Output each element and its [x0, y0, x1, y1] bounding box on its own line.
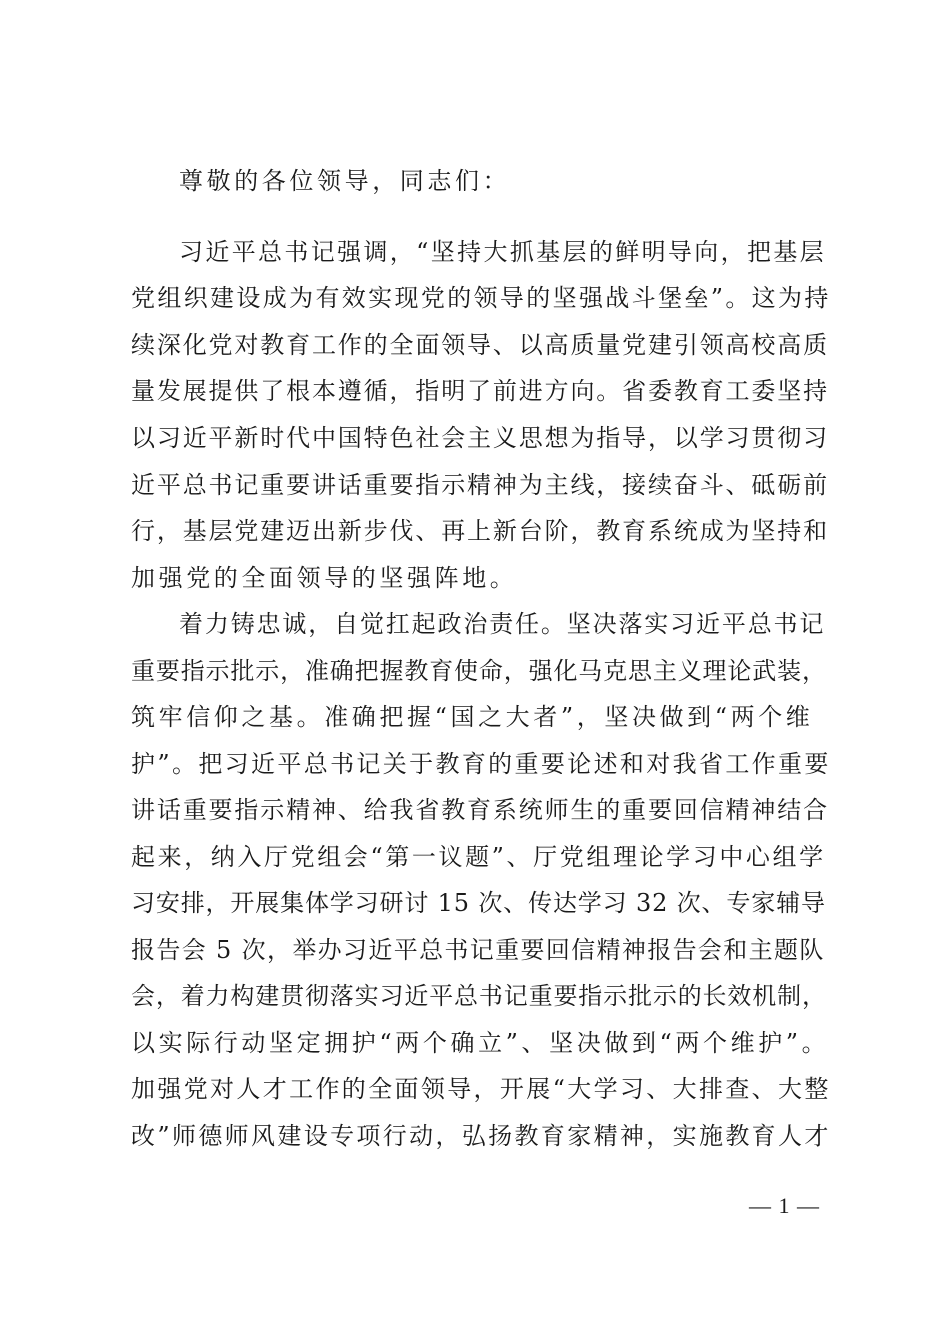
paragraph-line: 党组织建设成为有效实现党的领导的坚强战斗堡垒”。这为持	[131, 284, 831, 312]
paragraph-line: 着力铸忠诚，自觉扛起政治责任。坚决落实习近平总书记	[179, 610, 826, 638]
paragraph-line: 筑牢信仰之基。准确把握“国之大者”，坚决做到“两个维	[131, 703, 814, 731]
paragraph-line: 以习近平新时代中国特色社会主义思想为指导，以学习贯彻习	[131, 424, 829, 452]
page-number: — 1 —	[749, 1193, 820, 1218]
paragraph-line: 加强党对人才工作的全面领导，开展“大学习、大排查、大整	[131, 1075, 831, 1103]
paragraph-line: 行，基层党建迈出新步伐、再上新台阶，教育系统成为坚持和	[131, 517, 829, 545]
paragraph-line: 近平总书记重要讲话重要指示精神为主线，接续奋斗、砥砺前	[131, 471, 829, 499]
greeting: 尊敬的各位领导，同志们：	[179, 167, 511, 195]
paragraph-line: 习近平总书记强调，“坚持大抓基层的鲜明导向，把基层	[179, 238, 827, 266]
paragraph-line: 加强党的全面领导的坚强阵地。	[131, 564, 518, 592]
paragraph-line: 讲话重要指示精神、给我省教育系统师生的重要回信精神结合	[131, 796, 829, 824]
paragraph-line: 起来，纳入厅党组会“第一议题”、厅党组理论学习中心组学	[131, 843, 826, 871]
paragraph-line: 续深化党对教育工作的全面领导、以高质量党建引领高校高质	[131, 331, 829, 359]
paragraph-line: 重要指示批示，准确把握教育使命，强化马克思主义理论武装，	[131, 657, 827, 685]
paragraph-line: 量发展提供了根本遵循，指明了前进方向。省委教育工委坚持	[131, 377, 829, 405]
paragraph-line: 改”师德师风建设专项行动，弘扬教育家精神，实施教育人才	[131, 1122, 831, 1150]
paragraph-line: 以实际行动坚定拥护“两个确立”、坚决做到“两个维护”。	[131, 1029, 830, 1057]
paragraph-line: 报告会 5 次，举办习近平总书记重要回信精神报告会和主题队	[131, 936, 825, 964]
paragraph-line: 护”。把习近平总书记关于教育的重要论述和对我省工作重要	[131, 750, 831, 778]
paragraph-line: 习安排，开展集体学习研讨 15 次、传达学习 32 次、专家辅导	[131, 889, 826, 917]
paragraph-line: 会，着力构建贯彻落实习近平总书记重要指示批示的长效机制，	[131, 982, 827, 1010]
